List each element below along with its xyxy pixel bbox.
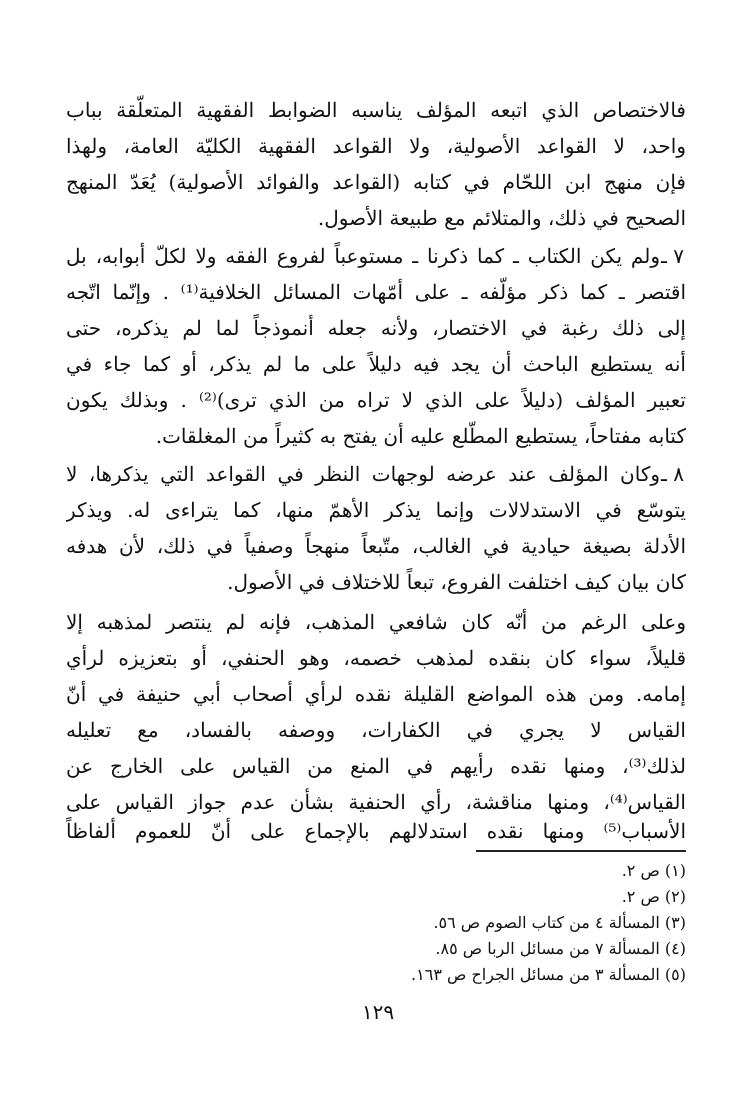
body-text-line: كتابه مفتاحاً، يستطيع المطّلع عليه أن يفتح به كثيراً من المغلقات. [155, 424, 686, 448]
body-text-line: فإن منهج ابن اللحّام في كتابه (القواعد والفوائد الأصولية) يُعَدّ المنهج [66, 170, 686, 194]
footnote: (٣) المسألة ٤ من كتاب الصوم ص ٥٦. [433, 913, 686, 932]
body-text-line: أنه يستطيع الباحث أن يجد فيه دليلاً على ما لم يذكر، أو كما جاء في [66, 352, 686, 376]
body-text-line: اقتصر ـ كما ذكر مؤلّفه ـ على أمّهات المسائل الخلافية⁽¹⁾ . وإنّما اتّجه [66, 280, 686, 304]
item-number: ٧ ـ [661, 244, 684, 268]
body-text-line: وعلى الرغم من أنّه كان شافعي المذهب، فإنه لم ينتصر لمذهبه إلا [66, 610, 686, 634]
item-number: ٨ ـ [661, 462, 684, 486]
body-text-line: واحد، لا القواعد الأصولية، ولا القواعد الفقهية الكليّة العامة، ولهذا [66, 134, 686, 158]
body-text-line: الصحيح في ذلك، والمتلائم مع طبيعة الأصول. [317, 206, 686, 230]
body-text-line: فالاختصاص الذي اتبعه المؤلف يناسبه الضوابط الفقهية المتعلّقة بباب [66, 98, 686, 122]
footnote: (٢) ص ٢. [621, 887, 686, 906]
page-number: ١٢٩ [361, 1000, 395, 1024]
footnote-separator [476, 850, 686, 852]
body-text-line: قليلاً، سواء كان بنقده لمذهب خصمه، وهو الحنفي، أو بتعزيزه لرأي [66, 646, 686, 670]
body-text-line: إمامه. ومن هذه المواضع القليلة نقده لرأي أصحاب أبي حنيفة في أنّ [66, 682, 686, 706]
footnote: (٤) المسألة ٧ من مسائل الربا ص ٨٥. [435, 939, 686, 958]
body-text-line: الأسباب⁽⁵⁾ ومنها نقده استدلالهم بالإجماع على أنّ للعموم ألفاظاً [66, 819, 686, 843]
body-text-line: إلى ذلك رغبة في الاختصار، ولأنه جعله أنموذجاً لما لم يذكره، حتى [66, 316, 686, 340]
body-text-line: يتوسّع في الاستدلالات وإنما يذكر الأهمّ منها، كما يتراءى له. ويذكر [66, 498, 686, 522]
body-text-line: كان بيان كيف اختلفت الفروع، تبعاً للاختلاف في الأصول. [227, 570, 686, 594]
body-text-line: الأدلة بصيغة حيادية في الغالب، متّبعاً منهجاً وصفياً في ذلك، لأن هدفه [66, 534, 686, 558]
body-text-line: ولم يكن الكتاب ـ كما ذكرنا ـ مستوعباً لفروع الفقه ولا لكلّ أبوابه، بل [66, 244, 660, 268]
body-text-line: تعبير المؤلف (دليلاً على الذي لا تراه من الذي ترى)⁽²⁾ . وبذلك يكون [66, 388, 686, 412]
body-text-line: وكان المؤلف عند عرضه لوجهات النظر في القواعد التي يذكرها، لا [66, 462, 660, 486]
body-text-line: القياس لا يجري في الكفارات، ووصفه بالفساد، مع تعليله [66, 718, 686, 742]
footnote: (٥) المسألة ٣ من مسائل الجراح ص ١٦٣. [411, 965, 686, 984]
footnote: (١) ص ٢. [621, 861, 686, 880]
body-text-line: لذلك⁽³⁾، ومنها نقده رأيهم في المنع من القياس على الخارج عن [66, 754, 686, 778]
body-text-line: القياس⁽⁴⁾، ومنها مناقشة، رأي الحنفية بشأن عدم جواز القياس على [66, 790, 686, 814]
